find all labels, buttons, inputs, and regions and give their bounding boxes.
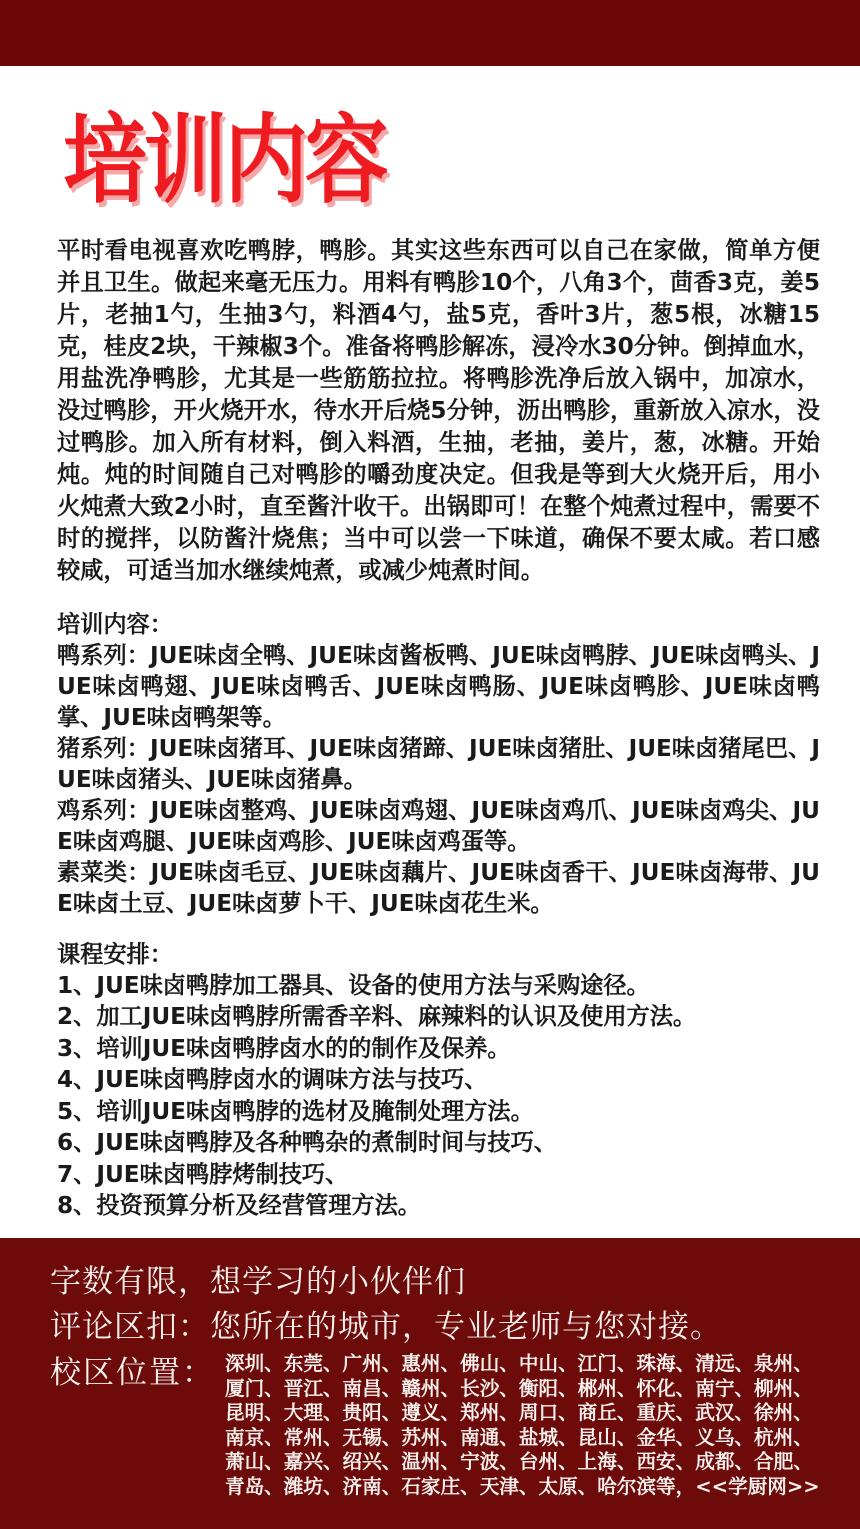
intro-paragraph: 平时看电视喜欢吃鸭脖，鸭胗。其实这些东西可以自己在家做，简单方便并且卫生。做起来毫无压力。用料有鸭胗10个，八角3个，茴香3克，姜5片，老抽1勺，生抽3勺，料酒4勺，盐5克，香叶3片，葱5根，冰糖15克，桂皮2块，干辣椒3个。准备将鸭胗解冻，浸冷水30分钟。倒掉血水，用盐洗净鸭胗，尤其是一些筋筋拉拉。将鸭胗洗净后放入锅中，加凉水，没过鸭胗，开火烧开水，待水开后烧5分钟，沥出鸭胗，重新放入凉水，没过鸭胗。加入所有材料，倒入料酒，生抽，老抽，姜片，葱，冰糖。开始炖。炖的时间随自己对鸭胗的嚼劲度决定。但我是等到大火烧开后，用小火炖煮大致2小时，直至酱汁收干。出锅即可！在整个炖煮过程中，需要不时的搅拌，以防酱汁烧焦；当中可以尝一下味道，确保不要太咸。若口感较咸，可适当加水继续炖煮，或减少炖煮时间。	[57, 236, 820, 584]
city-row: 南京、常州、无锡、苏州、南通、盐城、昆山、金华、义乌、杭州、	[225, 1425, 813, 1449]
spacer	[57, 919, 820, 939]
training-category-duck: 鸭系列：JUE味卤全鸭、JUE味卤酱板鸭、JUE味卤鸭脖、JUE味卤鸭头、JUE味卤鸭翅、JUE味卤鸭舌、JUE味卤鸭肠、JUE味卤鸭胗、JUE味卤鸭掌、JUE味卤鸭架等。	[57, 641, 820, 731]
spacer	[57, 587, 820, 609]
page-title: 培训内容	[63, 104, 386, 218]
city-row: 青岛、潍坊、济南、石家庄、天津、太原、哈尔滨等，<<学厨网>>	[225, 1474, 820, 1498]
city-row: 昆明、大理、贵阳、遵义、郑州、周口、商丘、重庆、武汉、徐州、	[225, 1401, 813, 1424]
curriculum-item: 4、JUE味卤鸭脖卤水的调味方法与技巧、	[57, 1066, 488, 1094]
training-category-chicken: 鸡系列：JUE味卤整鸡、JUE味卤鸡翅、JUE味卤鸡爪、JUE味卤鸡尖、JUE味卤鸡腿、JUE味卤鸡胗、JUE味卤鸡蛋等。	[57, 796, 820, 855]
main-content-area	[0, 66, 860, 1238]
footer-banner	[0, 1238, 860, 1529]
campus-locations-list	[225, 1352, 845, 1499]
training-category-pork: 猪系列：JUE味卤猪耳、JUE味卤猪蹄、JUE味卤猪肚、JUE味卤猪尾巴、JUE味卤猪头、JUE味卤猪鼻。	[57, 734, 820, 793]
footer-contact-line: 评论区扣：您所在的城市，专业老师与您对接。	[50, 1309, 722, 1345]
curriculum-item: 3、培训JUE味卤鸭脖卤水的的制作及保养。	[57, 1034, 511, 1062]
training-heading: 培训内容：	[57, 610, 173, 638]
curriculum-item: 1、JUE味卤鸭脖加工器具、设备的使用方法与采购途径。	[57, 971, 650, 999]
city-row: 深圳、东莞、广州、惠州、佛山、中山、江门、珠海、清远、泉州、	[225, 1352, 813, 1375]
footer-headline: 字数有限，想学习的小伙伴们	[50, 1264, 466, 1300]
campus-locations-label: 校区位置：	[50, 1355, 215, 1391]
curriculum-item: 2、加工JUE味卤鸭脖所需香辛料、麻辣料的认识及使用方法。	[57, 1003, 697, 1031]
curriculum-item: 6、JUE味卤鸭脖及各种鸭杂的煮制时间与技巧、	[57, 1129, 557, 1157]
campus-locations	[50, 1352, 860, 1499]
curriculum-item: 8、投资预算分析及经营管理方法。	[57, 1192, 421, 1220]
city-row: 厦门、晋江、南昌、赣州、长沙、衡阳、郴州、怀化、南宁、柳州、	[225, 1376, 813, 1400]
curriculum-item: 7、JUE味卤鸭脖烤制技巧、	[57, 1160, 349, 1188]
top-color-band	[0, 0, 860, 66]
training-category-vegetable: 素菜类：JUE味卤毛豆、JUE味卤藕片、JUE味卤香干、JUE味卤海带、JUE味卤土豆、JUE味卤萝卜干、JUE味卤花生米。	[57, 858, 820, 917]
curriculum-heading: 课程安排：	[57, 940, 173, 968]
city-row: 萧山、嘉兴、绍兴、温州、宁波、台州、上海、西安、成都、合肥、	[225, 1450, 813, 1473]
body-text-block	[57, 235, 820, 1222]
curriculum-item: 5、培训JUE味卤鸭脖的选材及腌制处理方法。	[57, 1097, 534, 1125]
